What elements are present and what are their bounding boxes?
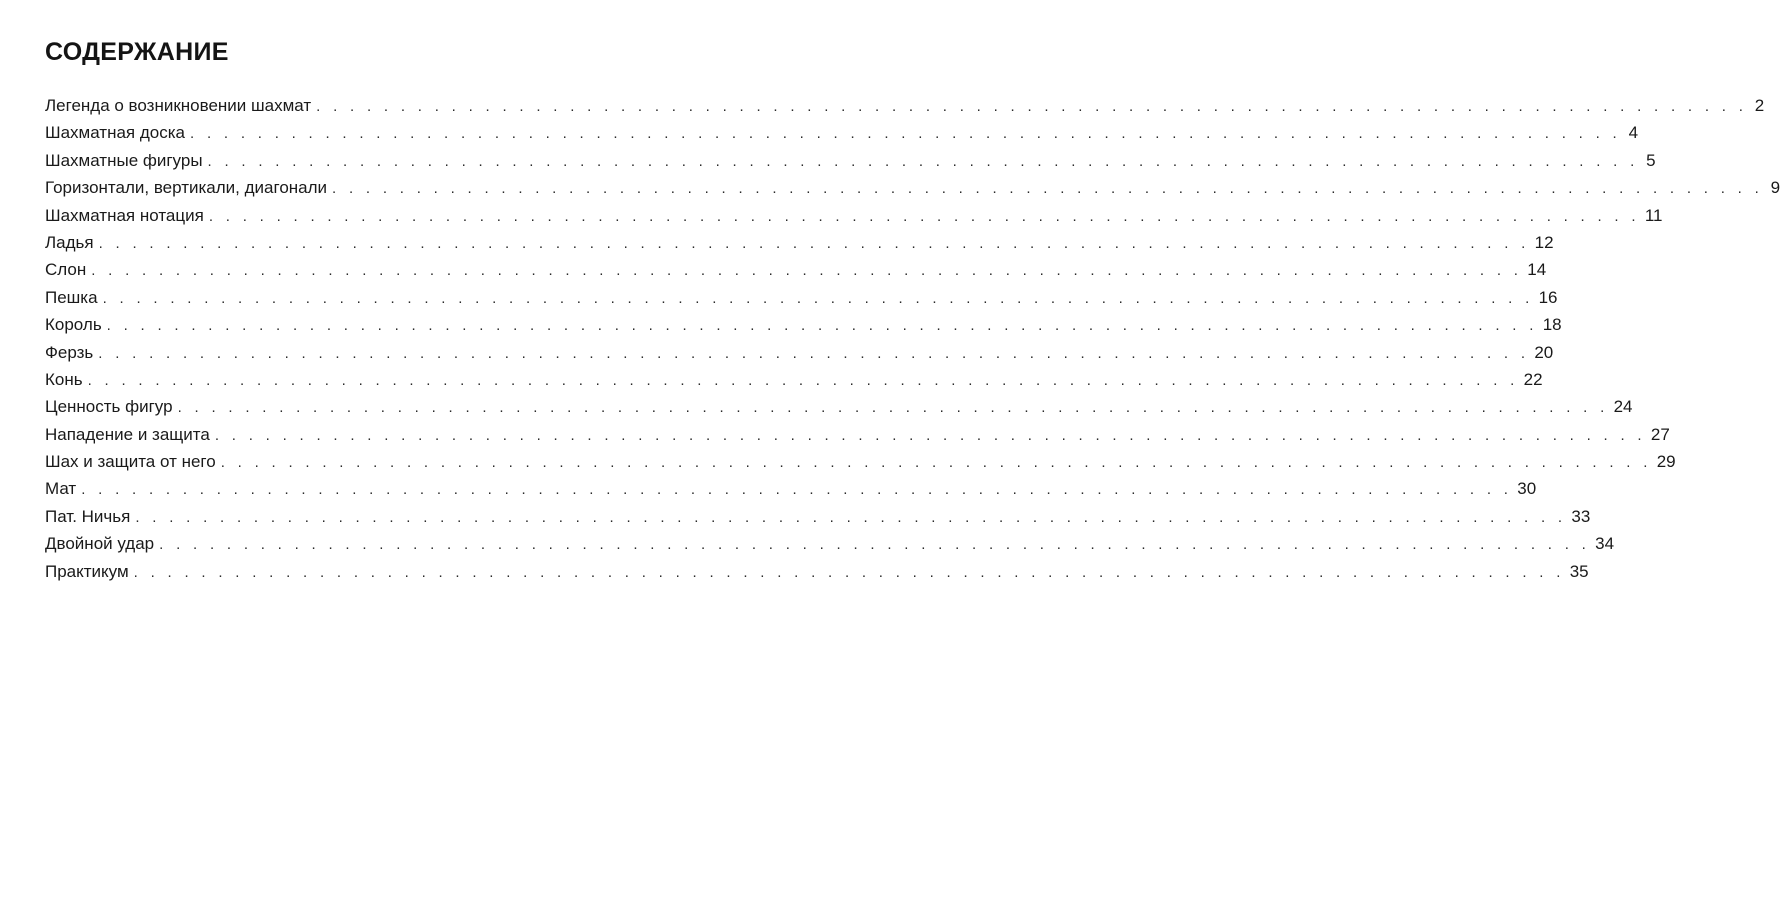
- toc-entry-label: Мат: [45, 479, 77, 499]
- toc-page-number: 35: [1569, 561, 1589, 581]
- toc-entry-label: Нападение и защита: [45, 424, 210, 444]
- toc-dot-leader: . . . . . . . . . . . . . . . . . . . . . . . . . . . . . . . . . . . . . . . . . . . . . . . . . . . . . . . . . . . . . . . . . . . . . . . . . . . . . . . . . . . . .: [133, 563, 1565, 581]
- toc-page-number: 9: [1770, 178, 1780, 198]
- toc-page-number: 5: [1646, 150, 1656, 170]
- toc-entry-label: Слон: [45, 260, 87, 280]
- toc-entry: [45, 475, 1537, 502]
- toc-entry-label: Шах и защита от него: [45, 452, 216, 472]
- toc-entry: [45, 174, 1780, 201]
- toc-page-number: 2: [1754, 96, 1765, 115]
- toc-dot-leader: . . . . . . . . . . . . . . . . . . . . . . . . . . . . . . . . . . . . . . . . . . . . . . . . . . . . . . . . . . . . . . . . . . . . . . . . . . . . . . . . . . . . .: [81, 481, 1513, 499]
- toc-entry: [45, 530, 1615, 557]
- toc-entry-label: Практикум: [45, 561, 129, 581]
- toc-dot-leader: . . . . . . . . . . . . . . . . . . . . . . . . . . . . . . . . . . . . . . . . . . . . . . . . . . . . . . . . . . . . . . . . . . . . . . . . . . . . . . . . . . . . .: [102, 289, 1534, 307]
- toc-entry: [45, 119, 1639, 146]
- toc-page-number: 27: [1650, 424, 1670, 444]
- toc-entry: [45, 92, 1765, 119]
- toc-entry-label: Конь: [45, 369, 83, 389]
- toc-dot-leader: . . . . . . . . . . . . . . . . . . . . . . . . . . . . . . . . . . . . . . . . . . . . . . . . . . . . . . . . . . . . . . . . . . . . . . . . . . . . . . . . . . . . .: [159, 536, 1591, 554]
- toc-page-number: 18: [1542, 315, 1562, 335]
- toc-entry: [45, 339, 1554, 366]
- toc-entry: [45, 229, 1554, 256]
- toc-page-number: 4: [1628, 123, 1639, 143]
- toc-entry-label: Двойной удар: [45, 534, 155, 554]
- toc-entry-label: Шахматные фигуры: [45, 150, 203, 170]
- toc-dot-leader: . . . . . . . . . . . . . . . . . . . . . . . . . . . . . . . . . . . . . . . . . . . . . . . . . . . . . . . . . . . . . . . . . . . . . . . . . . . . . . . . . . . . .: [135, 508, 1567, 526]
- toc-entry: [45, 393, 1633, 420]
- toc-page-number: 30: [1517, 479, 1537, 499]
- toc-entry: [45, 366, 1543, 393]
- toc-dot-leader: . . . . . . . . . . . . . . . . . . . . . . . . . . . . . . . . . . . . . . . . . . . . . . . . . . . . . . . . . . . . . . . . . . . . . . . . . . . . . . . . . . . . .: [106, 317, 1538, 335]
- toc-entry-label: Ладья: [45, 232, 94, 252]
- toc-entry: [45, 448, 1676, 475]
- toc-dot-leader: . . . . . . . . . . . . . . . . . . . . . . . . . . . . . . . . . . . . . . . . . . . . . . . . . . . . . . . . . . . . . . . . . . . . . . . . . . . . . . . . . . . . .: [177, 399, 1609, 417]
- toc-page-number: 12: [1534, 232, 1554, 252]
- toc-entry: [45, 256, 1547, 283]
- toc-dot-leader: . . . . . . . . . . . . . . . . . . . . . . . . . . . . . . . . . . . . . . . . . . . . . . . . . . . . . . . . . . . . . . . . . . . . . . . . . . . . . . . . . . . . .: [332, 180, 1764, 198]
- toc-dot-leader: . . . . . . . . . . . . . . . . . . . . . . . . . . . . . . . . . . . . . . . . . . . . . . . . . . . . . . . . . . . . . . . . . . . . . . . . . . . . . . . . . . . . .: [214, 426, 1646, 444]
- toc-dot-leader: . . . . . . . . . . . . . . . . . . . . . . . . . . . . . . . . . . . . . . . . . . . . . . . . . . . . . . . . . . . . . . . . . . . . . . . . . . . . . . . . . . . . .: [98, 234, 1530, 252]
- toc-entry-label: Легенда о возникновении шахмат: [45, 96, 312, 115]
- table-of-contents: [45, 92, 1780, 585]
- toc-entry: [45, 147, 1656, 174]
- toc-entry: [45, 284, 1558, 311]
- toc-entry-label: Король: [45, 315, 102, 335]
- toc-page-number: 33: [1571, 506, 1591, 526]
- toc-page-number: 34: [1595, 534, 1615, 554]
- toc-page-number: 16: [1538, 287, 1558, 307]
- toc-page-number: 24: [1613, 397, 1633, 417]
- toc-page-number: 14: [1527, 260, 1547, 280]
- toc-entry-label: Пешка: [45, 287, 98, 307]
- page-title: СОДЕРЖАНИЕ: [45, 38, 229, 66]
- toc-page-number: 11: [1644, 205, 1663, 225]
- toc-entry-label: Пат. Ничья: [45, 506, 131, 526]
- toc-entry: [45, 558, 1589, 585]
- toc-page-number: 29: [1656, 452, 1676, 472]
- toc-entry-label: Ферзь: [45, 342, 94, 362]
- toc-dot-leader: . . . . . . . . . . . . . . . . . . . . . . . . . . . . . . . . . . . . . . . . . . . . . . . . . . . . . . . . . . . . . . . . . . . . . . . . . . . . . . . . . . . . .: [190, 125, 1622, 143]
- toc-dot-leader: . . . . . . . . . . . . . . . . . . . . . . . . . . . . . . . . . . . . . . . . . . . . . . . . . . . . . . . . . . . . . . . . . . . . . . . . . . . . . . . . . . . . .: [207, 152, 1639, 170]
- toc-dot-leader: . . . . . . . . . . . . . . . . . . . . . . . . . . . . . . . . . . . . . . . . . . . . . . . . . . . . . . . . . . . . . . . . . . . . . . . . . . . . . . . . . . . . .: [208, 207, 1640, 225]
- toc-dot-leader: . . . . . . . . . . . . . . . . . . . . . . . . . . . . . . . . . . . . . . . . . . . . . . . . . . . . . . . . . . . . . . . . . . . . . . . . . . . . . . . . . . . . .: [91, 262, 1523, 280]
- toc-entry: [45, 503, 1591, 530]
- toc-entry: [45, 311, 1562, 338]
- toc-entry-label: Горизонтали, вертикали, диагонали: [45, 178, 328, 198]
- toc-dot-leader: . . . . . . . . . . . . . . . . . . . . . . . . . . . . . . . . . . . . . . . . . . . . . . . . . . . . . . . . . . . . . . . . . . . . . . . . . . . . . . . . . . . . .: [98, 344, 1530, 362]
- toc-dot-leader: . . . . . . . . . . . . . . . . . . . . . . . . . . . . . . . . . . . . . . . . . . . . . . . . . . . . . . . . . . . . . . . . . . . . . . . . . . . . . . . . . . . . .: [316, 98, 1748, 115]
- toc-page-number: 22: [1523, 369, 1543, 389]
- toc-dot-leader: . . . . . . . . . . . . . . . . . . . . . . . . . . . . . . . . . . . . . . . . . . . . . . . . . . . . . . . . . . . . . . . . . . . . . . . . . . . . . . . . . . . . .: [87, 371, 1519, 389]
- toc-page-number: 20: [1534, 342, 1554, 362]
- toc-dot-leader: . . . . . . . . . . . . . . . . . . . . . . . . . . . . . . . . . . . . . . . . . . . . . . . . . . . . . . . . . . . . . . . . . . . . . . . . . . . . . . . . . . . . .: [220, 454, 1652, 472]
- toc-entry-label: Шахматная нотация: [45, 205, 204, 225]
- toc-entry-label: Ценность фигур: [45, 397, 173, 417]
- toc-entry: [45, 202, 1663, 229]
- toc-entry-label: Шахматная доска: [45, 123, 186, 143]
- toc-entry: [45, 421, 1670, 448]
